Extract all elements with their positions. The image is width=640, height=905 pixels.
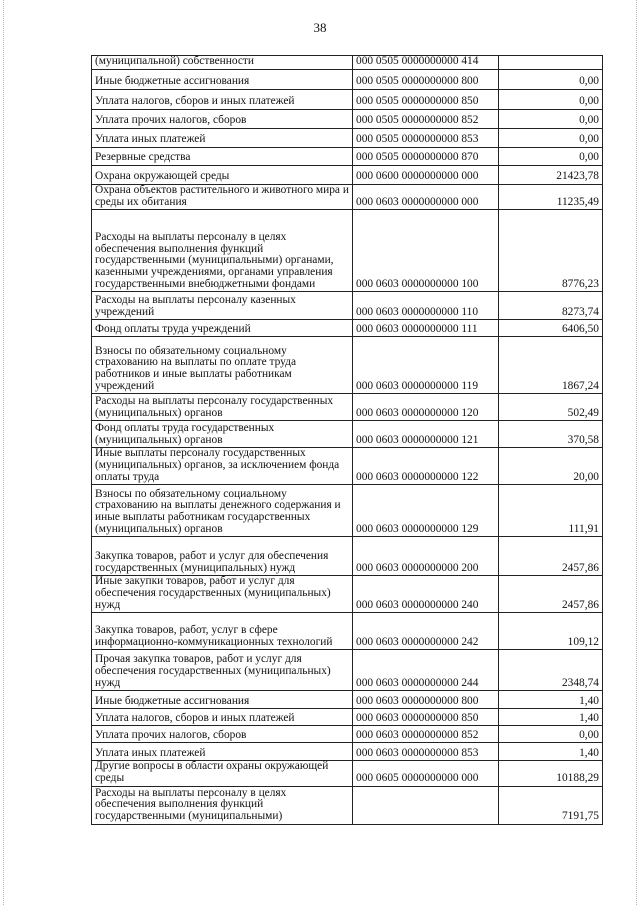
row-code: 000 0505 0000000000 870 [353, 148, 499, 166]
table-row [92, 691, 603, 709]
table-row [92, 761, 603, 786]
row-amount: 2457,86 [499, 576, 603, 613]
table-row [92, 166, 603, 185]
row-code: 000 0603 0000000000 129 [353, 485, 499, 537]
budget-table [91, 55, 603, 825]
row-code: 000 0505 0000000000 850 [353, 90, 499, 110]
table-row [92, 320, 603, 337]
table-row [92, 650, 603, 691]
row-name: Уплата прочих налогов, сборов [92, 726, 353, 743]
table-row [92, 613, 603, 650]
table-row [92, 185, 603, 210]
table-row [92, 337, 603, 394]
row-name: Уплата иных платежей [92, 129, 353, 148]
row-amount: 10188,29 [499, 761, 603, 786]
row-amount: 502,49 [499, 394, 603, 421]
row-code: 000 0603 0000000000 119 [353, 337, 499, 394]
row-code: 000 0603 0000000000 850 [353, 709, 499, 726]
row-name: Охрана окружающей среды [92, 166, 353, 185]
row-name: Уплата налогов, сборов и иных платежей [92, 90, 353, 110]
row-code [353, 786, 499, 824]
table-row [92, 743, 603, 761]
row-amount: 2348,74 [499, 650, 603, 691]
row-amount: 0,00 [499, 726, 603, 743]
table-row [92, 421, 603, 448]
row-amount: 1867,24 [499, 337, 603, 394]
row-code: 000 0603 0000000000 110 [353, 292, 499, 320]
table-row [92, 292, 603, 320]
row-amount: 2457,86 [499, 537, 603, 576]
row-amount: 8776,23 [499, 210, 603, 292]
row-amount: 109,12 [499, 613, 603, 650]
row-code: 000 0603 0000000000 000 [353, 185, 499, 210]
row-name: Уплата прочих налогов, сборов [92, 110, 353, 129]
row-name: Резервные средства [92, 148, 353, 166]
row-amount: 0,00 [499, 148, 603, 166]
row-amount [499, 56, 603, 70]
row-amount: 0,00 [499, 110, 603, 129]
row-name: (муниципальной) собственности [92, 56, 353, 70]
table-row [92, 726, 603, 743]
table-row [92, 148, 603, 166]
row-amount: 7191,75 [499, 786, 603, 824]
table-row [92, 709, 603, 726]
scan-right-edge [636, 0, 637, 905]
row-name: Расходы на выплаты персоналу в целях обеспечения выполнения функций государственными (муниципальными) [92, 786, 353, 824]
row-amount: 11235,49 [499, 185, 603, 210]
table-row [92, 537, 603, 576]
table-row [92, 485, 603, 537]
row-code: 000 0603 0000000000 242 [353, 613, 499, 650]
row-code: 000 0603 0000000000 122 [353, 448, 499, 485]
row-code: 000 0603 0000000000 244 [353, 650, 499, 691]
row-amount: 0,00 [499, 129, 603, 148]
row-amount: 6406,50 [499, 320, 603, 337]
row-name: Другие вопросы в области охраны окружающей среды [92, 761, 353, 786]
table-row [92, 110, 603, 129]
row-code: 000 0603 0000000000 111 [353, 320, 499, 337]
table-row [92, 90, 603, 110]
row-amount: 0,00 [499, 70, 603, 90]
table-row [92, 394, 603, 421]
row-amount: 8273,74 [499, 292, 603, 320]
row-name: Иные выплаты персоналу государственных (муниципальных) органов, за исключением фонда оплаты труда [92, 448, 353, 485]
table-row [92, 129, 603, 148]
row-name: Уплата налогов, сборов и иных платежей [92, 709, 353, 726]
table-row [92, 786, 603, 824]
row-name: Расходы на выплаты персоналу в целях обеспечения выполнения функций государственными (муниципальными) органами, казенными учреждениями, органами управления государственными внебюджетными фондами [92, 210, 353, 292]
row-name: Закупка товаров, работ и услуг для обеспечения государственных (муниципальных) нужд [92, 537, 353, 576]
row-amount: 21423,78 [499, 166, 603, 185]
row-code: 000 0603 0000000000 100 [353, 210, 499, 292]
row-code: 000 0505 0000000000 414 [353, 56, 499, 70]
table-row [92, 210, 603, 292]
row-code: 000 0603 0000000000 240 [353, 576, 499, 613]
row-amount: 1,40 [499, 743, 603, 761]
row-code: 000 0603 0000000000 853 [353, 743, 499, 761]
row-name: Иные бюджетные ассигнования [92, 691, 353, 709]
row-name: Расходы на выплаты персоналу государственных (муниципальных) органов [92, 394, 353, 421]
row-amount: 0,00 [499, 90, 603, 110]
row-code: 000 0600 0000000000 000 [353, 166, 499, 185]
row-amount: 370,58 [499, 421, 603, 448]
row-name: Иные бюджетные ассигнования [92, 70, 353, 90]
row-code: 000 0505 0000000000 800 [353, 70, 499, 90]
table-row [92, 56, 603, 70]
table-row [92, 576, 603, 613]
row-amount: 1,40 [499, 709, 603, 726]
row-amount: 111,91 [499, 485, 603, 537]
budget-table-body [92, 56, 603, 825]
row-name: Фонд оплаты труда государственных (муниципальных) органов [92, 421, 353, 448]
row-code: 000 0603 0000000000 852 [353, 726, 499, 743]
row-name: Уплата иных платежей [92, 743, 353, 761]
row-name: Взносы по обязательному социальному страхованию на выплаты денежного содержания и иные выплаты работникам государственных (муниципальных) органов [92, 485, 353, 537]
row-code: 000 0505 0000000000 852 [353, 110, 499, 129]
row-name: Иные закупки товаров, работ и услуг для обеспечения государственных (муниципальных) нужд [92, 576, 353, 613]
row-code: 000 0603 0000000000 200 [353, 537, 499, 576]
row-name: Фонд оплаты труда учреждений [92, 320, 353, 337]
row-name: Взносы по обязательному социальному страхованию на выплаты по оплате труда работников и иные выплаты работникам учреждений [92, 337, 353, 394]
scan-left-edge [3, 0, 4, 905]
row-name: Расходы на выплаты персоналу казенных учреждений [92, 292, 353, 320]
row-name: Закупка товаров, работ, услуг в сфере информационно-коммуникационных технологий [92, 613, 353, 650]
row-code: 000 0605 0000000000 000 [353, 761, 499, 786]
table-row [92, 448, 603, 485]
row-code: 000 0603 0000000000 120 [353, 394, 499, 421]
row-code: 000 0505 0000000000 853 [353, 129, 499, 148]
table-row [92, 70, 603, 90]
row-name: Охрана объектов растительного и животного мира и среды их обитания [92, 185, 353, 210]
row-amount: 1,40 [499, 691, 603, 709]
row-code: 000 0603 0000000000 800 [353, 691, 499, 709]
row-code: 000 0603 0000000000 121 [353, 421, 499, 448]
row-amount: 20,00 [499, 448, 603, 485]
page-number: 38 [313, 20, 327, 35]
row-name: Прочая закупка товаров, работ и услуг для обеспечения государственных (муниципальных) нужд [92, 650, 353, 691]
